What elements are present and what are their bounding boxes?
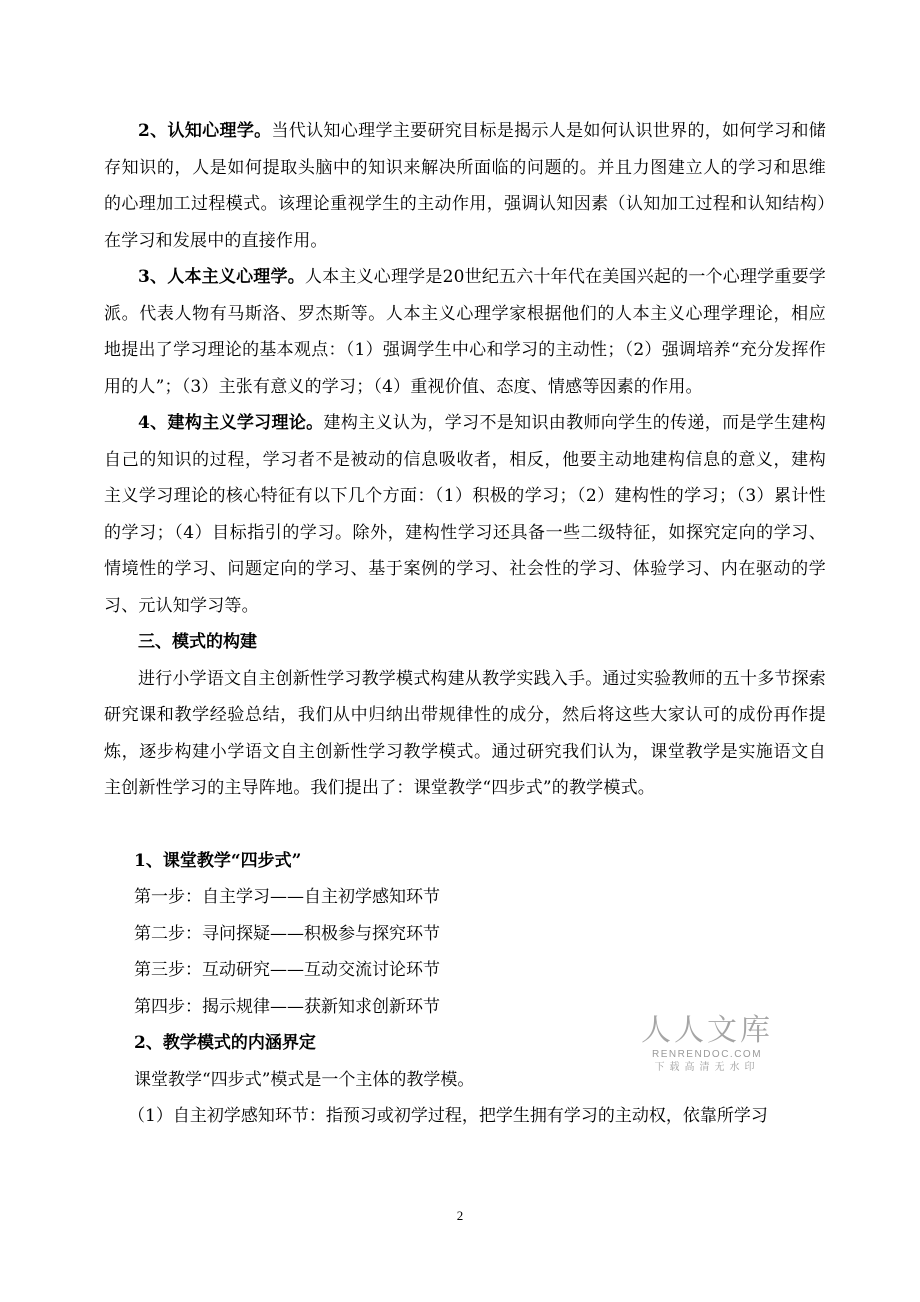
section-heading: 三、模式的构建: [138, 632, 257, 652]
blank-line: [104, 807, 826, 843]
paragraph-text: 建构主义认为，学习不是知识由教师向学生的传递，而是学生建构自己的知识的过程，学习者不是被动的信息吸收者，相反，他要主动地建构信息的意义，建构主义学习理论的核心特征有以下几个方面：（1）积极的学习；（2）建构性的学习；（3）累计性的学习；（4）目标指引的学习。除外，建构性学习还具备一些二级特征，如探究定向的学习、情境性的学习、问题定向的学习、基于案例的学习、社会性的学习、体验学习、内在驱动的学习、元认知学习等。: [104, 413, 826, 616]
paragraph-lead: 4、建构主义学习理论。: [138, 413, 324, 433]
paragraph-lead: 2、认知心理学。: [138, 121, 272, 141]
step-item: 第二步：寻问探疑——积极参与探究环节: [134, 923, 440, 944]
watermark-logo: [632, 1014, 782, 1075]
watermark-subtext: 下载高清无水印: [654, 1062, 760, 1073]
paragraph-lead: 3、人本主义心理学。: [138, 267, 305, 287]
page-number: 2: [456, 1208, 464, 1223]
section-paragraph: 进行小学语文自主创新性学习教学模式构建从教学实践入手。通过实验教师的五十多节探索研究课和教学经验总结，我们从中归纳出带规律性的成分，然后将这些大家认可的成份再作提炼，逐步构建小学语文自主创新性学习教学模式。通过研究我们认为，课堂教学是实施语文自主创新性学习的主导阵地。我们提出了：课堂教学“四步式”的教学模式。: [104, 668, 826, 798]
step-item: 第一步：自主学习——自主初学感知环节: [134, 887, 440, 907]
step-item: 第四步：揭示规律——获新知求创新环节: [134, 996, 440, 1017]
paragraph-text: 人本主义心理学是20世纪五六十年代在美国兴起的一个心理学重要学派。代表人物有马斯洛、罗杰斯等。人本主义心理学家根据他们的人本主义心理学理论，相应地提出了学习理论的基本观点：（1）强调学生中心和学习的主动性；（2）强调培养“充分发挥作用的人”；（3）主张有意义的学习；（4）重视价值、态度、情感等因素的作用。: [104, 267, 826, 397]
paragraph-constructivism: [104, 405, 826, 624]
paragraph-humanistic-psychology: [104, 259, 826, 405]
sub-paragraph: 课堂教学“四步式”模式是一个主体的教学模。: [134, 1069, 475, 1090]
watermark-main-text: 人人文库: [641, 1014, 773, 1047]
document-body: [104, 113, 826, 1135]
watermark-url: RENRENDOC.COM: [651, 1049, 763, 1060]
list-item: （1）自主初学感知环节：指预习或初学过程，把学生拥有学习的主动权，依靠所学习: [128, 1106, 768, 1126]
steps-title: 1、课堂教学“四步式”: [134, 850, 302, 871]
paragraph-cognitive-psychology: [104, 113, 826, 259]
paragraph-text: 当代认知心理学主要研究目标是揭示人是如何认识世界的，如何学习和储存知识的，人是如何提取头脑中的知识来解决所面临的问题的。并且力图建立人的学习和思维的心理加工过程模式。该理论重视学生的主动作用，强调认知因素（认知加工过程和认知结构）在学习和发展中的直接作用。: [104, 121, 826, 251]
sub-heading: 2、教学模式的内涵界定: [134, 1033, 316, 1053]
step-item: 第三步：互动研究——互动交流讨论环节: [134, 960, 440, 980]
